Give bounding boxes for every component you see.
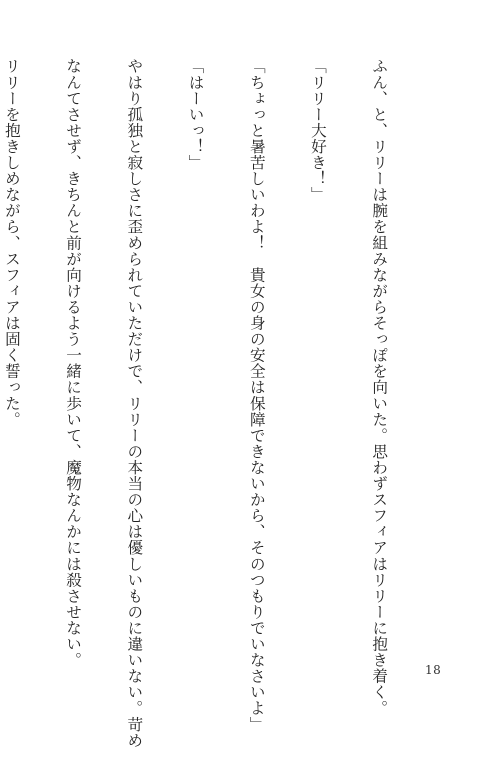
text-line: リリーを抱きしめながら、スフィアは固く誓った。 (2, 58, 21, 428)
text-line: 「ちょっと暑苦しいわよ！ 貴女の身の安全は保障できないから、そのつもりでいなさいよ」 (247, 58, 266, 733)
text-line: 「はーいっ！」 (186, 58, 205, 171)
text-line: 「リリー大好き！」 (308, 58, 327, 203)
text-line: ふん、と、リリーは腕を組みながらそっぽを向いた。思わずスフィアはリリーに抱き着く。 (370, 58, 389, 717)
text-line: なんてさせず、きちんと前が向けるよう一緒に歩いて、魔物なんかには殺させない。 (64, 58, 83, 668)
page-number: 18 (425, 663, 442, 677)
vertical-body-text (2, 58, 430, 749)
text-line: やはり孤独と寂しさに歪められていただけで、リリーの本当の心は優しいものに違いない。苛め (125, 58, 144, 749)
